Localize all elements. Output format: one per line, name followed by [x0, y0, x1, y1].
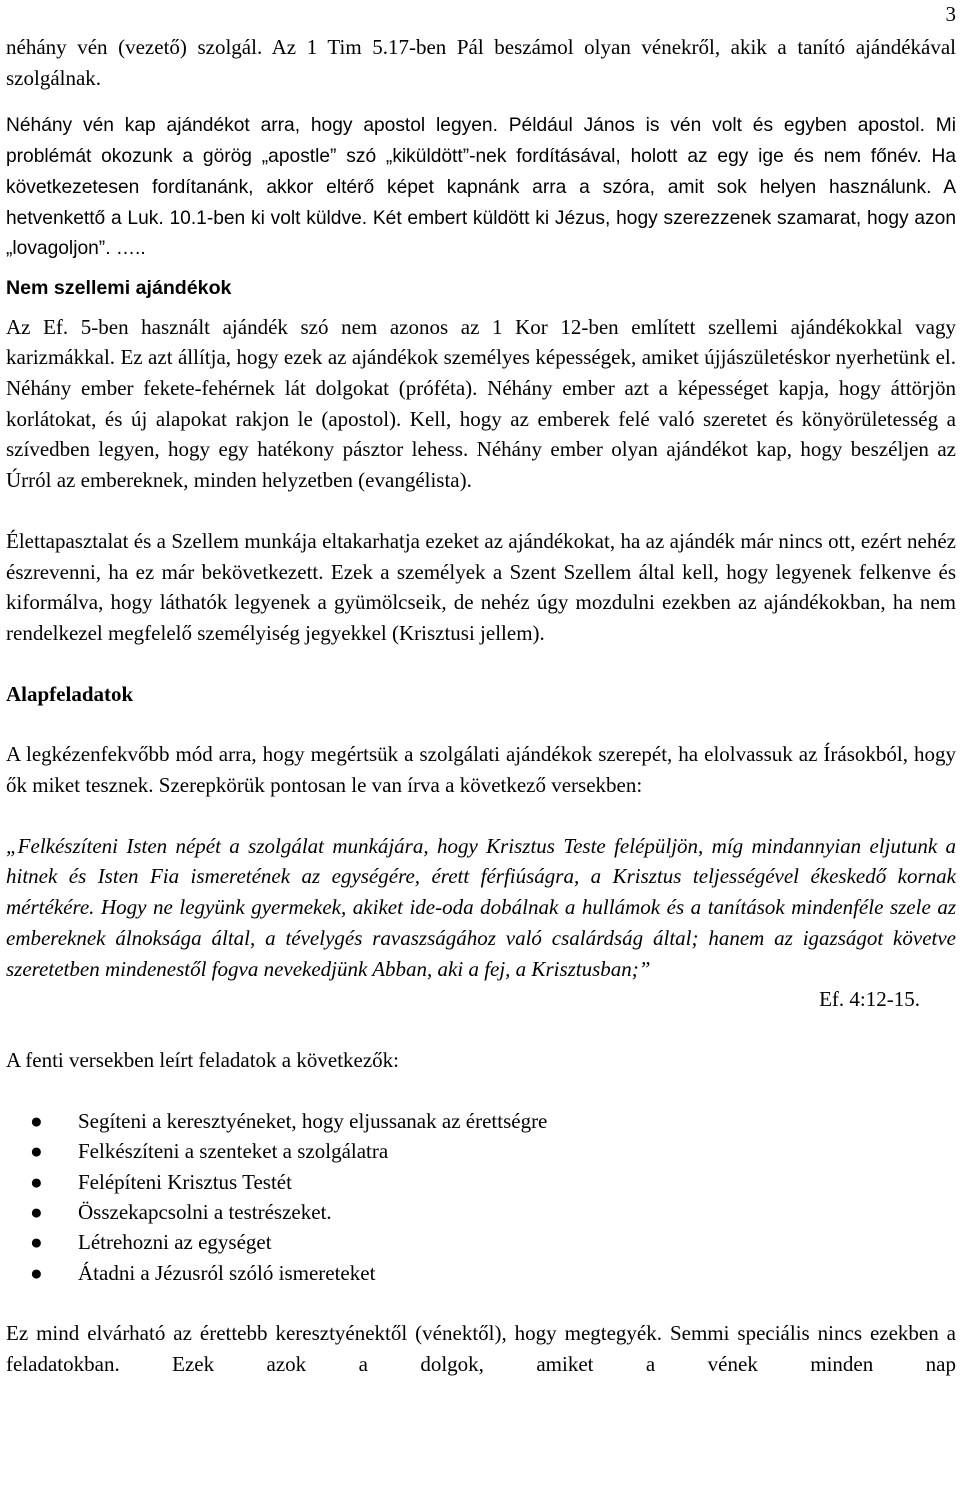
heading-basic-tasks: Alapfeladatok [6, 681, 134, 706]
list-item: ● Felépíteni Krisztus Testét [6, 1167, 956, 1197]
bullet-dot-icon: ● [30, 1108, 43, 1133]
quote-text: „Felkészíteni Isten népét a szolgálat munkájára, hogy Krisztus Teste felépüljön, míg mindannyian eljutunk a hitnek és Isten Fia ismeretének az egységére, érett férfiúságra, a Krisztus teljességével ékeskedő kornak mértékére. Hogy ne legyünk gyermekek, akiket ide-oda dobálnak a hullámok és a tanítások mindenféle szele az embereknek álnoksága által, a tévelygés ravaszságához való csalárdság által; hanem az igazságot követve szeretetben mindenestől fogva nevekedjünk Abban, aki a fej, a Krisztusban;” [6, 833, 956, 981]
paragraph-gifts-ephesians: Az Ef. 5-ben használt ajándék szó nem azonos az 1 Kor 12-ben említett szellemi ajándékokkal vagy karizmákkal. Ez azt állítja, hogy ezek az ajándékok személyes képességek, amiket újjászületéskor nyerhetünk el. Néhány ember fekete-fehérnek lát dolgokat (próféta). Néhány ember azt a képességet kapja, hogy áttörjön korlátokat, és új alapokat rakjon le (apostol). Kell, hogy az emberek felé való szeretet és könyörületesség a szívedben legyen, hogy egy hatékony pásztor lehess. Néhány ember olyan ajándékot kap, hogy beszéljen az Úrról az embereknek, minden helyzetben (evangélista). [6, 314, 956, 493]
list-item: ● Létrehozni az egységet [6, 1227, 956, 1257]
bullet-dot-icon: ● [30, 1260, 43, 1285]
page-number: 3 [945, 2, 956, 26]
paragraph-apostle: Néhány vén kap ajándékot arra, hogy apostol legyen. Például János is vén volt és egyben apostol. Mi problémát okozunk a görög „apostle” szó „kiküldött”-nek fordításával, holott az egy ige és nem főnév. Ha következetesen fordítanánk, akkor eltérő képet kapnánk arra a szóra, amit sok helyen használunk. A hetvenkettő a Luk. 10.1-ben ki volt küldve. Két embert küldött ki Jézus, hogy szerezzenek szamarat, hogy azon „lovagoljon”. ….. [6, 115, 956, 260]
task-list [6, 1106, 956, 1288]
paragraph-elders-teaching: néhány vén (vezető) szolgál. Az 1 Tim 5.17-ben Pál beszámol olyan vénekről, akik a tanító ajándékával szolgálnak. [6, 35, 956, 90]
list-item: ● Felkészíteni a szenteket a szolgálatra [6, 1136, 956, 1166]
paragraph-expected-elders: Ez mind elvárható az érettebb keresztyénektől (vénektől), hogy megtegyék. Semmi speciális nincs ezekben a feladatokban. Ezek azok a dolgok, amiket a vének minden nap [6, 1321, 956, 1376]
list-item: ● Átadni a Jézusról szóló ismereteket [6, 1258, 956, 1288]
bullet-dot-icon: ● [30, 1199, 43, 1224]
bullet-dot-icon: ● [30, 1139, 43, 1164]
paragraph-roles-intro: A legkézenfekvőbb mód arra, hogy megértsük a szolgálati ajándékok szerepét, ha elolvassuk az Írásokból, hogy ők miket tesznek. Szerepkörük pontosan le van írva a következő versekben: [6, 742, 956, 798]
bullet-dot-icon: ● [30, 1230, 43, 1255]
list-item: ● Összekapcsolni a testrészeket. [6, 1197, 956, 1227]
document-body [6, 32, 956, 1380]
paragraph-life-experience: Élettapasztalat és a Szellem munkája eltakarhatja ezeket az ajándékokat, ha az ajándék már nincs ott, ezért nehéz észrevenni, ha ez már bekövetkezett. Ezek a személyek a Szent Szellem által kell, hogy legyenek felkenve és kiformálva, hogy láthatók legyenek a gyümölcseik, de nehéz úgy mozdulni ezekben az ajándékokban, ha nem rendelkezel megfelelő személyiség jegyekkel (Krisztusi jellem). [6, 528, 956, 645]
list-item: ● Segíteni a keresztyéneket, hogy eljussanak az érettségre [6, 1106, 956, 1136]
scripture-quote [6, 831, 956, 985]
bullet-dot-icon: ● [30, 1169, 43, 1194]
quote-reference: Ef. 4:12-15. [819, 987, 920, 1012]
paragraph-tasks-intro: A fenti versekben leírt feladatok a következők: [6, 1047, 400, 1072]
heading-non-spiritual-gifts: Nem szellemi ajándékok [6, 276, 232, 299]
